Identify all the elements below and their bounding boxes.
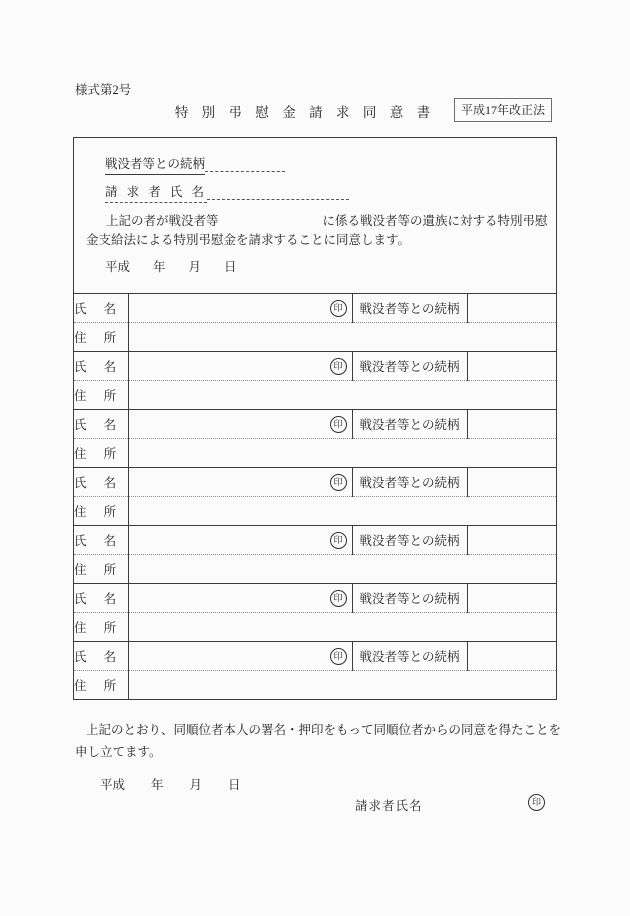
claimant-fill-line	[207, 184, 349, 200]
table-row-address	[74, 497, 556, 526]
table-row-address	[74, 555, 556, 584]
relation-input-cell	[467, 410, 556, 439]
consent-statement	[86, 212, 548, 250]
footer-statement	[75, 719, 562, 763]
footer-seal-icon: 印	[528, 794, 545, 811]
law-revision-badge: 平成17年改正法	[454, 98, 552, 122]
address-input-cell	[128, 381, 556, 410]
page-title: 特 別 弔 慰 金 請 求 同 意 書	[174, 105, 436, 120]
statement-line1-rest: に係る戦没者等の遺族に対する特別弔慰	[322, 214, 548, 228]
name-input-cell	[128, 526, 352, 555]
table-row-address	[74, 671, 556, 700]
relation-field-label: 戦没者等との続柄	[105, 157, 205, 175]
address-input-cell	[128, 613, 556, 642]
relation-header-cell: 戦没者等との続柄	[352, 410, 467, 439]
era-label: 平成	[100, 778, 126, 792]
co-claimants-table	[74, 293, 556, 699]
address-input-cell	[128, 439, 556, 468]
address-label-cell: 住 所	[74, 555, 128, 584]
relation-header-cell: 戦没者等との続柄	[352, 352, 467, 381]
relation-header-cell: 戦没者等との続柄	[352, 526, 467, 555]
footer-statement-line1: 上記のとおり、同順位者本人の署名・押印をもって同順位者からの同意を得たことを	[86, 723, 562, 737]
consent-box	[73, 137, 557, 700]
relation-input-cell	[467, 468, 556, 497]
seal-icon: 印	[330, 416, 347, 433]
address-label-cell: 住 所	[74, 323, 128, 352]
relation-header-cell: 戦没者等との続柄	[352, 642, 467, 671]
name-input-cell	[128, 468, 352, 497]
name-label-cell: 氏 名	[74, 526, 128, 555]
address-input-cell	[128, 497, 556, 526]
name-input-cell	[128, 294, 352, 323]
seal-icon: 印	[330, 590, 347, 607]
table-row-name	[74, 642, 556, 671]
month-label: 月	[188, 260, 202, 274]
relation-header-cell: 戦没者等との続柄	[352, 584, 467, 613]
name-input-cell	[128, 642, 352, 671]
table-row-address	[74, 323, 556, 352]
address-label-cell: 住 所	[74, 497, 128, 526]
address-input-cell	[128, 323, 556, 352]
name-input-cell	[128, 584, 352, 613]
seal-icon: 印	[330, 474, 347, 491]
name-label-cell: 氏 名	[74, 410, 128, 439]
era-label: 平成	[105, 260, 131, 274]
form-number: 様式第2号	[75, 83, 132, 97]
relation-header-cell: 戦没者等との続柄	[352, 468, 467, 497]
name-label-cell: 氏 名	[74, 584, 128, 613]
table-row-name	[74, 294, 556, 323]
address-label-cell: 住 所	[74, 381, 128, 410]
name-input-cell	[128, 410, 352, 439]
address-input-cell	[128, 555, 556, 584]
year-label: 年	[153, 260, 166, 274]
table-row-address	[74, 439, 556, 468]
name-label-cell: 氏 名	[74, 642, 128, 671]
footer-statement-line2: 申し立てます。	[75, 745, 162, 759]
relation-input-cell	[467, 352, 556, 381]
table-row-name	[74, 584, 556, 613]
relation-input-cell	[467, 642, 556, 671]
address-label-cell: 住 所	[74, 671, 128, 700]
relation-input-cell	[467, 526, 556, 555]
name-input-cell	[128, 352, 352, 381]
seal-icon: 印	[330, 648, 347, 665]
footer-date-line	[100, 775, 241, 793]
table-row-name	[74, 352, 556, 381]
relation-input-cell	[467, 584, 556, 613]
claimant-signature-label: 請求者氏名	[355, 799, 423, 813]
relation-header-cell: 戦没者等との続柄	[352, 294, 467, 323]
seal-icon: 印	[330, 300, 347, 317]
consent-statement-line1	[86, 212, 548, 231]
day-label: 日	[228, 778, 241, 792]
address-label-cell: 住 所	[74, 613, 128, 642]
day-label: 日	[224, 260, 237, 274]
seal-icon: 印	[330, 532, 347, 549]
seal-icon: 印	[330, 358, 347, 375]
name-label-cell: 氏 名	[74, 352, 128, 381]
month-label: 月	[189, 778, 203, 792]
statement-prefix: 上記の者が戦没者等	[106, 214, 219, 228]
address-input-cell	[128, 671, 556, 700]
relation-input-cell	[467, 294, 556, 323]
claimant-field	[105, 182, 349, 200]
table-row-name	[74, 410, 556, 439]
name-label-cell: 氏 名	[74, 468, 128, 497]
name-label-cell: 氏 名	[74, 294, 128, 323]
table-row-address	[74, 613, 556, 642]
consent-date-line	[105, 257, 237, 275]
table-row-address	[74, 381, 556, 410]
table-row-name	[74, 468, 556, 497]
table-row-name	[74, 526, 556, 555]
consent-statement-line2: 金支給法による特別弔慰金を請求することに同意します。	[86, 233, 411, 247]
relation-fill-line	[205, 156, 285, 172]
claimant-field-label: 請 求 者 氏 名	[105, 185, 207, 203]
relation-field	[105, 154, 285, 172]
address-label-cell: 住 所	[74, 439, 128, 468]
year-label: 年	[151, 778, 164, 792]
